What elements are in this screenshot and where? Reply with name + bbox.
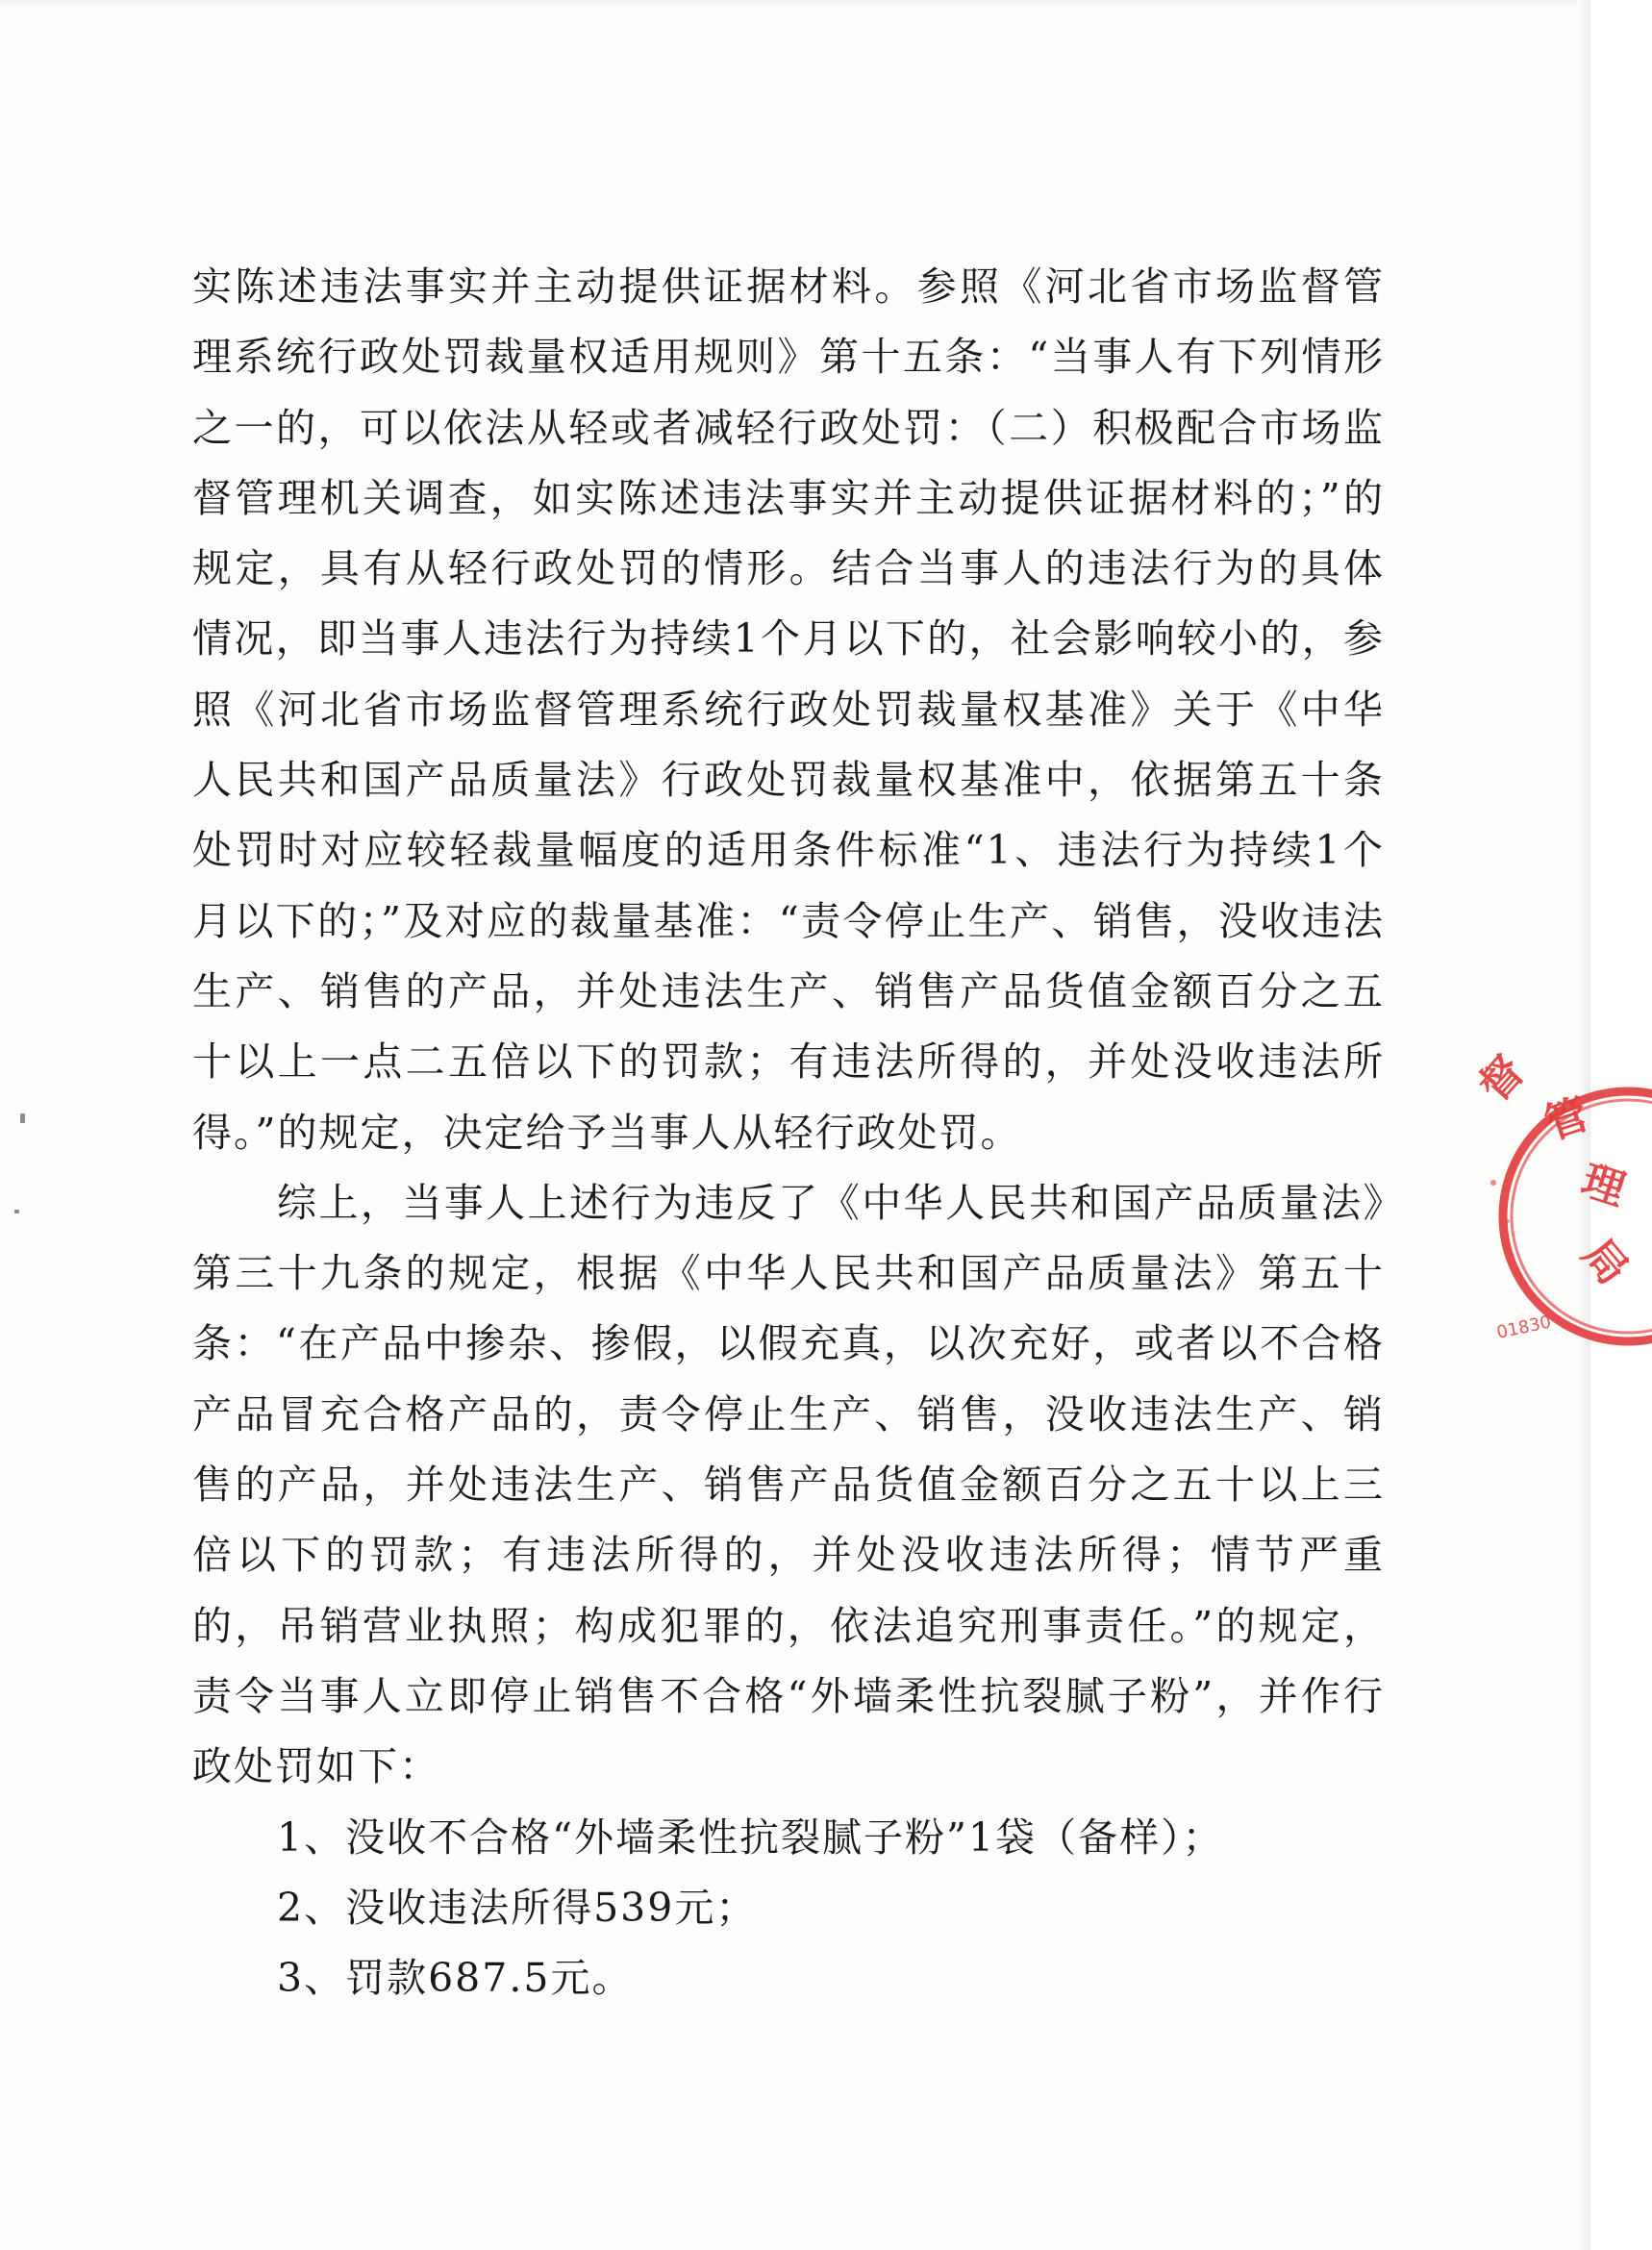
svg-text:局: 局 xyxy=(1572,1230,1638,1294)
scan-dust-mark xyxy=(14,1210,19,1213)
paragraph-mitigation-basis: 实陈述违法事实并主动提供证据材料。参照《河北省市场监督管理系统行政处罚裁量权适用规则》第十五条：“当事人有下列情形之一的，可以依法从轻或者减轻行政处罚：（二）积极配合市场监督管理机关调查，如实陈述违法事实并主动提供证据材料的；”的规定，具有从轻行政处罚的情形。结合当事人的违法行为的具体情况，即当事人违法行为持续1个月以下的，社会影响较小的，参照《河北省市场监督管理系统行政处罚裁量权基准》关于《中华人民共和国产品质量法》行政处罚裁量权基准中，依据第五十条处罚时对应较轻裁量幅度的适用条件标准“1、违法行为持续1个月以下的；”及对应的裁量基准：“责令停止生产、销售，没收违法生产、销售的产品，并处违法生产、销售产品货值金额百分之五十以上一点二五倍以下的罚款；有违法所得的，并处没收违法所得。”的规定，决定给予当事人从轻行政处罚。 xyxy=(192,263,1385,1156)
svg-text:管: 管 xyxy=(1539,1089,1595,1150)
scan-dust-mark xyxy=(20,1113,25,1123)
penalty-item: 3、罚款687.5元。 xyxy=(277,1955,634,2002)
svg-text:01830: 01830 xyxy=(1494,1312,1554,1343)
penalty-list xyxy=(192,1803,1385,2014)
official-seal-stamp xyxy=(1469,1038,1652,1394)
document-body xyxy=(192,252,1385,2013)
paragraph-penalty-decision: 综上，当事人上述行为违反了《中华人民共和国产品质量法》第三十九条的规定，根据《中华人民共和国产品质量法》第五十条：“在产品中掺杂、掺假，以假充真，以次充好，或者以不合格产品冒充合格产品的，责令停止生产、销售，没收违法生产、销售的产品，并处违法生产、销售产品货值金额百分之五十以上三倍以下的罚款；有违法所得的，并处没收违法所得；情节严重的，吊销营业执照；构成犯罪的，依法追究刑事责任。”的规定，责令当事人立即停止销售不合格“外墙柔性抗裂腻子粉”，并作行政处罚如下： xyxy=(192,1179,1385,1790)
svg-text:督: 督 xyxy=(1469,1046,1535,1112)
svg-text:理: 理 xyxy=(1575,1155,1632,1216)
scan-edge-top xyxy=(0,0,1590,8)
penalty-item: 1、没收不合格“外墙柔性抗裂腻子粉”1袋（备样）； xyxy=(277,1813,1224,1861)
penalty-item: 2、没收违法所得539元； xyxy=(277,1884,758,1931)
